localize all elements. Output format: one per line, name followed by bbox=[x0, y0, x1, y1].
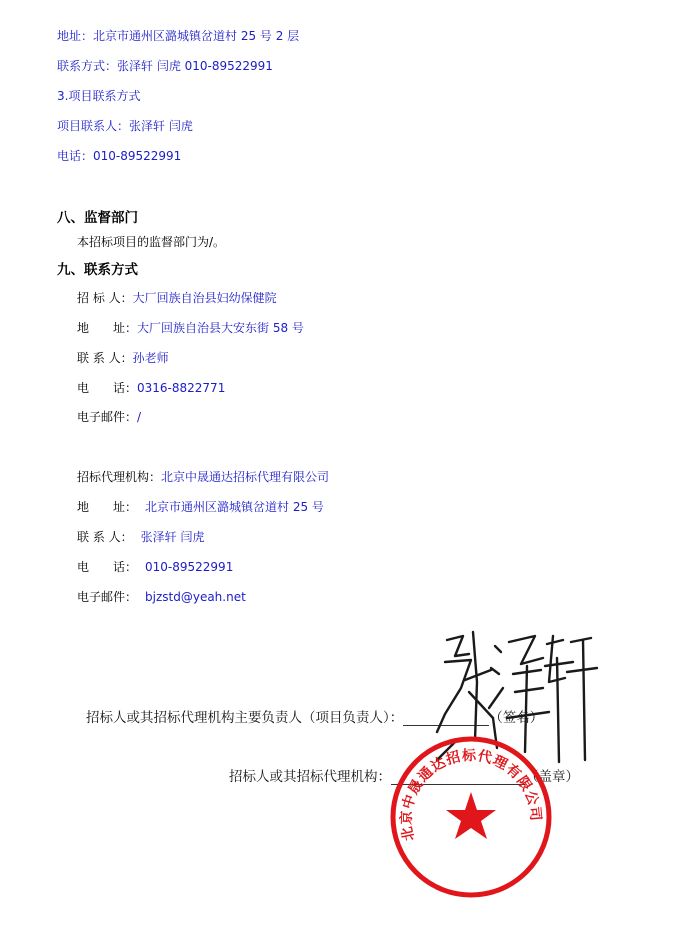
tenderer-address-row bbox=[77, 319, 304, 336]
tenderer-contact-value: 孙老师 bbox=[132, 351, 169, 365]
tenderer-email-row bbox=[77, 408, 141, 425]
project-contact-heading: 3.项目联系方式 bbox=[57, 89, 141, 103]
section-heading-supervision: 八、监督部门 bbox=[57, 210, 138, 226]
supervision-body: 本招标项目的监督部门为/。 bbox=[77, 235, 226, 249]
star-icon bbox=[446, 792, 496, 839]
tenderer-phone-row bbox=[77, 379, 225, 396]
agency-phone-label: 电 话： bbox=[77, 560, 138, 574]
agency-phone-row bbox=[77, 558, 233, 575]
tenderer-contact-label: 联 系 人： bbox=[77, 351, 133, 365]
agency-email-value: bjzstd@yeah.net bbox=[145, 590, 246, 604]
tenderer-address-value: 大厂回族自治县大安东街 58 号 bbox=[137, 321, 304, 335]
tenderer-row bbox=[77, 289, 277, 306]
seal-text: 北京中晟通达招标代理有限公司 bbox=[398, 747, 544, 843]
agency-seal-label: 招标人或其招标代理机构： bbox=[229, 769, 391, 785]
tenderer-email-value: / bbox=[137, 410, 142, 424]
address-line: 地址：北京市通州区潞城镇岔道村 25 号 2 层 bbox=[57, 29, 300, 43]
agency-contact-row bbox=[77, 528, 204, 545]
agency-value: 北京中晟通达招标代理有限公司 bbox=[161, 470, 330, 484]
contact-line: 联系方式：张泽轩 闫虎 010-89522991 bbox=[57, 59, 273, 73]
tenderer-email-label: 电子邮件： bbox=[77, 410, 138, 424]
principal-signature-suffix: （签名） bbox=[489, 710, 544, 726]
tenderer-phone-value: 0316-8822771 bbox=[137, 381, 226, 395]
agency-row bbox=[77, 468, 329, 485]
agency-address-label: 地 址： bbox=[77, 500, 138, 514]
tenderer-address-label: 地 址： bbox=[77, 321, 138, 335]
tenderer-phone-label: 电 话： bbox=[77, 381, 138, 395]
agency-seal-suffix: （盖章） bbox=[525, 769, 579, 785]
agency-phone-value: 010-89522991 bbox=[145, 560, 234, 574]
agency-label: 招标代理机构： bbox=[77, 470, 162, 484]
agency-contact-value: 张泽轩 闫虎 bbox=[140, 530, 205, 544]
agency-email-label: 电子邮件： bbox=[77, 590, 138, 604]
agency-email-row bbox=[77, 588, 246, 605]
agency-address-value: 北京市通州区潞城镇岔道村 25 号 bbox=[145, 500, 324, 514]
tenderer-value: 大厂回族自治县妇幼保健院 bbox=[132, 291, 277, 305]
section-heading-contact: 九、联系方式 bbox=[57, 262, 138, 278]
agency-address-row bbox=[77, 498, 324, 515]
principal-signature-label: 招标人或其招标代理机构主要负责人（项目负责人）： bbox=[86, 710, 404, 726]
agency-contact-label: 联 系 人： bbox=[77, 530, 133, 544]
phone-line: 电话：010-89522991 bbox=[57, 149, 182, 163]
official-seal bbox=[386, 732, 556, 902]
project-contact-person: 项目联系人：张泽轩 闫虎 bbox=[57, 119, 193, 133]
tenderer-contact-row bbox=[77, 349, 169, 366]
tenderer-label: 招 标 人： bbox=[77, 291, 133, 305]
